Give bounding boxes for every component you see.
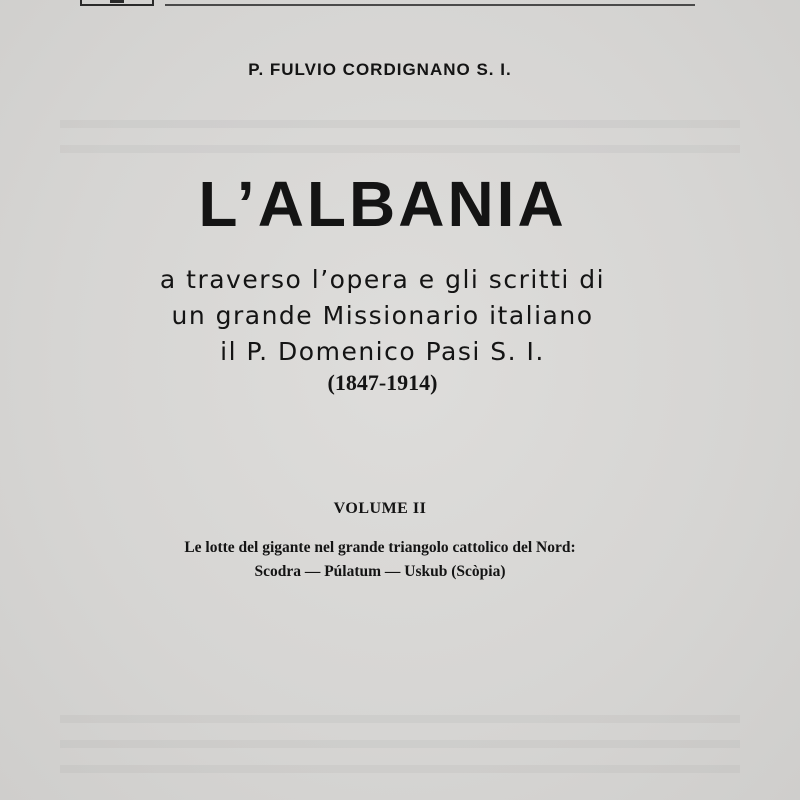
show-through (60, 740, 740, 748)
show-through (60, 145, 740, 153)
volume-subtitle (0, 536, 760, 584)
subtitle-line: il P. Domenico Pasi S. I. (220, 337, 545, 366)
show-through (60, 765, 740, 773)
subtitle (0, 262, 765, 370)
volume-subtitle-line: Scodra — Púlatum — Uskub (Scòpia) (254, 563, 506, 580)
subtitle-line: a traverso l’opera e gli scritti di (159, 265, 606, 294)
book-title: L’ALBANIA (198, 168, 567, 240)
volume-label: VOLUME II (333, 500, 427, 517)
author-line: P. FULVIO CORDIGNANO S. I. (248, 60, 512, 79)
header-rule-stub (80, 0, 154, 6)
header-rule-tick (110, 0, 124, 3)
volume-subtitle-line: Le lotte del gigante nel grande triangolo cattolico del Nord: (184, 539, 576, 556)
show-through (60, 120, 740, 128)
life-dates: (1847-1914) (327, 370, 438, 395)
header-rule (165, 0, 695, 6)
subtitle-line: un grande Missionario italiano (171, 301, 594, 330)
show-through (60, 715, 740, 723)
